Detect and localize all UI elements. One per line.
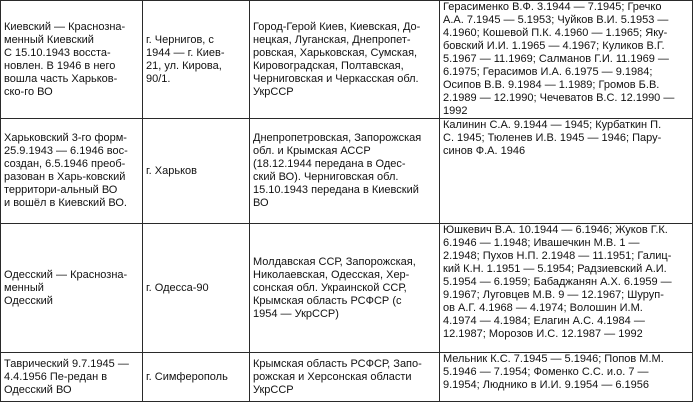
territory-cell: Днепропетровская, Запорожская обл. и Крымская АССР (18.12.1944 передана в Одес- ский ВО). Черниговская обл. 15.10.1943 передана в Киевский ВО [250, 119, 440, 224]
district-cell: Таврический 9.7.1945 — 4.4.1956 Пе-редан в Одесский ВО [1, 353, 143, 402]
commanders-cell: Герасименко В.Ф. 3.1944 — 7.1945; Гречко А.А. 7.1945 — 5.1953; Чуйков В.И. 5.1953 — 4.1960; Кошевой П.К. 4.1960 — 1.1965; Яку- бовский И.И. 1.1965 — 4.1967; Куликов В.Г. 5.1967 — 11.1969; Салманов Г.И. 11.1969 — 6.1975; Герасимов И.А. 6.1975 — 9.1984; Осипов В.В. 9.1984 — 1.1989; Громов Б.В. 2.1989 — 12.1990; Чечеватов В.С. 12.1990 — 1992 [440, 1, 693, 119]
table-row [1, 353, 693, 402]
territory-cell: Крымская область РСФСР, Запо- рожская и Херсонская области УкрССР [250, 353, 440, 402]
headquarters-cell: г. Одесса-90 [143, 224, 250, 353]
district-cell: Одесский — Краснозна- менный Одесский [1, 224, 143, 353]
headquarters-cell: г. Харьков [143, 119, 250, 224]
district-cell: Киевский — Краснозна- менный Киевский С 15.10.1943 восста- новлен. В 1946 в него вошла часть Харьков- ско-го ВО [1, 1, 143, 119]
headquarters-cell: г. Симферополь [143, 353, 250, 402]
table-row [1, 224, 693, 353]
headquarters-cell: г. Чернигов, с 1944 — г. Киев- 21, ул. Кирова, 90/1. [143, 1, 250, 119]
territory-cell: Город-Герой Киев, Киевская, До- нецкая, Луганская, Днепропет- ровская, Харьковская, Сумская, Кировоградская, Полтавская, Черниговская и Черкасская обл. УкрССР [250, 1, 440, 119]
commanders-cell: Калинин С.А. 9.1944 — 1945; Курбаткин П. С. 1945; Тюленев И.В. 1945 — 1946; Пару- синов Ф.А. 1946 [440, 119, 693, 224]
commanders-cell: Мельник К.С. 7.1945 — 5.1946; Попов М.М. 5.1946 — 7.1954; Фоменко С.С. и.о. 7 — 9.1954; Люднико в И.И. 9.1954 — 6.1956 [440, 353, 693, 402]
table-row [1, 1, 693, 119]
territory-cell: Молдавская ССР, Запорожская, Николаевская, Одесская, Хер- сонская обл. Украинской ССР, Крымская область РСФСР (с 1954 — УкрССР) [250, 224, 440, 353]
commanders-cell: Юшкевич В.А. 10.1944 — 6.1946; Жуков Г.К. 6.1946 — 1.1948; Ивашечкин М.В. 1 — 2.1948; Пухов Н.П. 2.1948 — 11.1951; Галиц- кий К.Н. 1.1951 — 5.1954; Радзиевский А.И. 5.1954 — 6.1959; Бабаджанян А.Х. 6.1959 — 9.1967; Луговцев М.В. 9 — 12.1967; Шуруп- ов А.Г. 4.1968 — 4.1974; Волошин И.М. 4.1974 — 4.1984; Елагин А.С. 4.1984 — 12.1987; Морозов И.С. 12.1987 — 1992 [440, 224, 693, 353]
table-row [1, 119, 693, 224]
district-cell: Харьковский 3-го форм- 25.9.1943 — 6.1946 вос- создан, 6.5.1946 преоб- разован в Харь-ковский территори-альный ВО и вошёл в Киевский ВО. [1, 119, 143, 224]
